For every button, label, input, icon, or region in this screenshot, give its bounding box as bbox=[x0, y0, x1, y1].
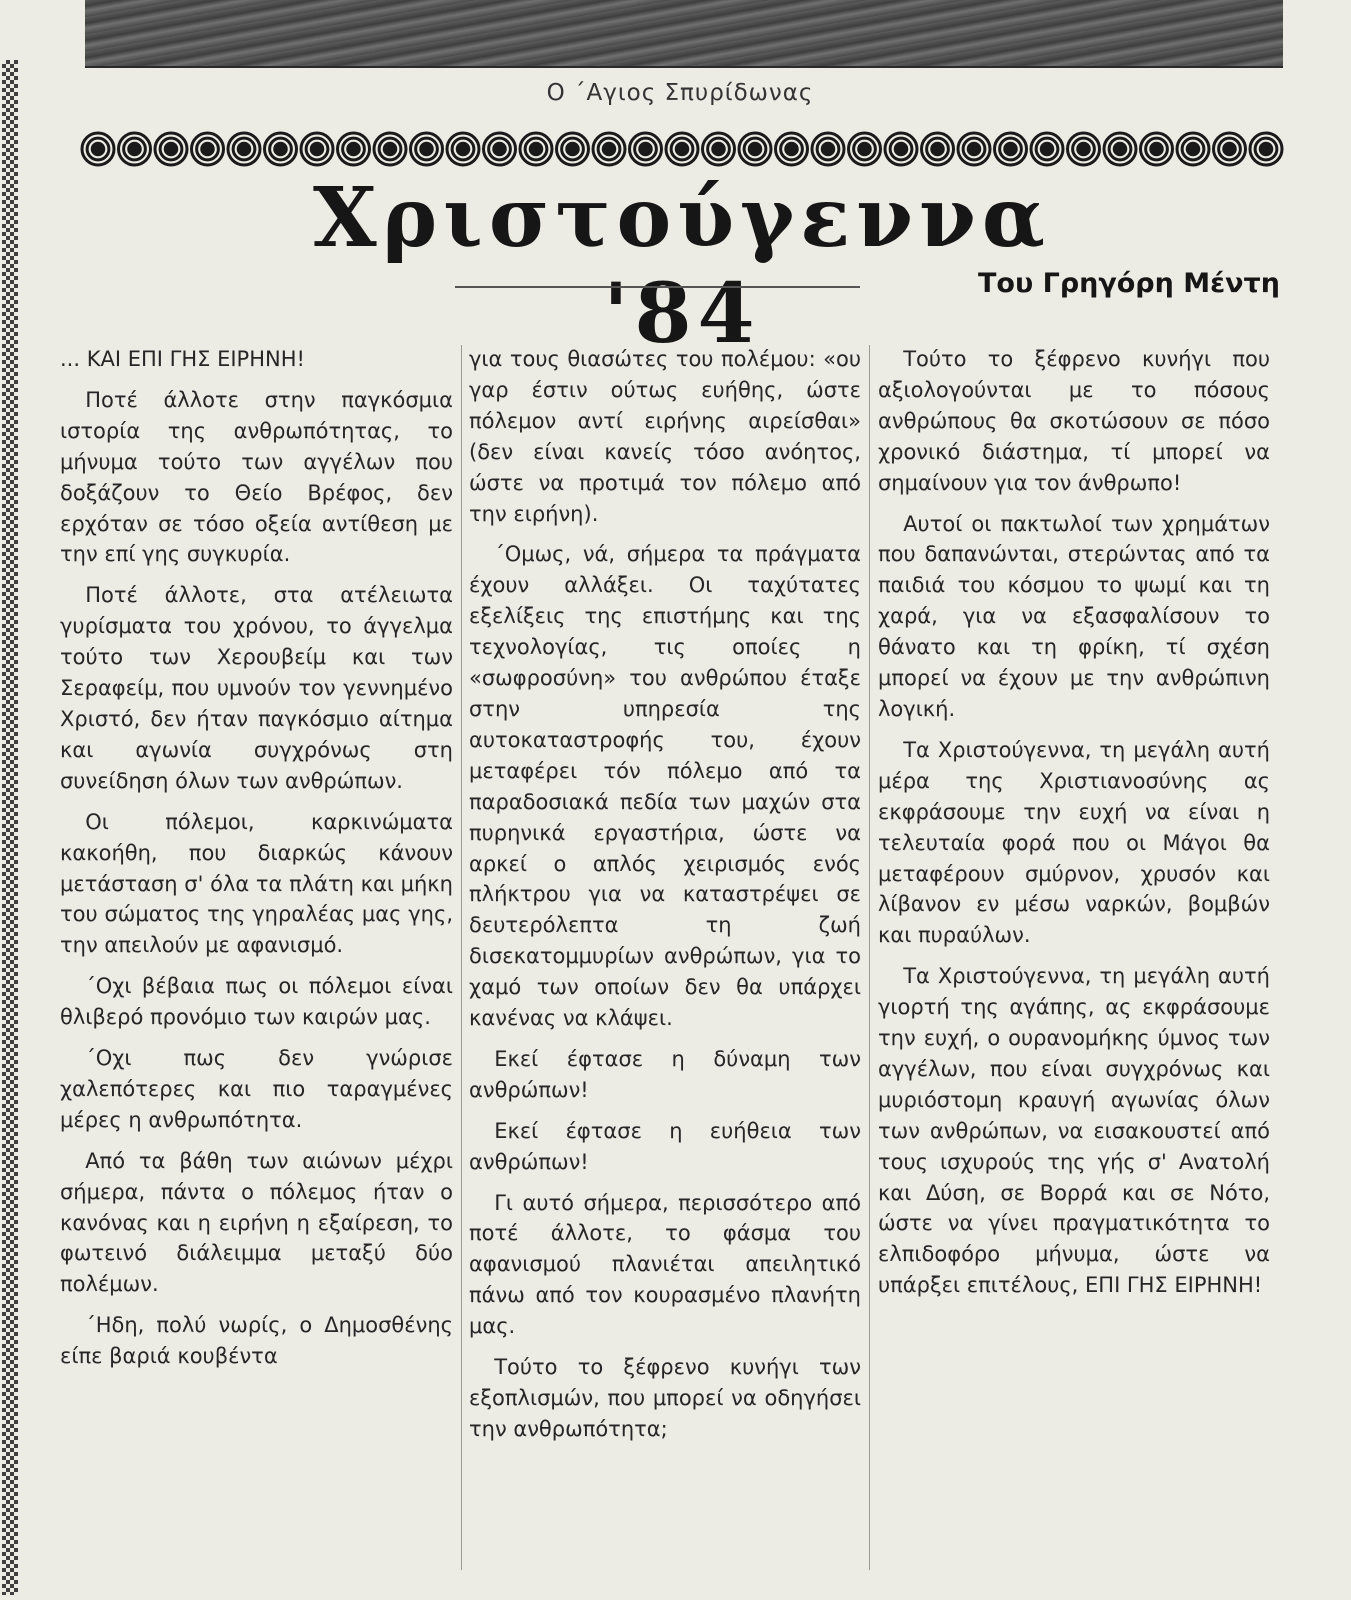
spiral-ornament bbox=[129, 143, 141, 155]
spiral-ornament bbox=[348, 143, 360, 155]
spiral-ornament bbox=[165, 143, 177, 155]
spiral-ornament bbox=[713, 143, 725, 155]
paragraph: ΄Ηδη, πολύ νωρίς, ο Δημοσθένης είπε βαριά κουβέντα bbox=[60, 1313, 453, 1369]
paragraph: Εκεί έφτασε η δύναμη των ανθρώπων! bbox=[469, 1046, 861, 1102]
paragraph: Ποτέ άλλοτε, στα ατέλειωτα γυρίσματα του χρόνου, το άγγελμα τούτο των Χερουβείμ και των Σεραφείμ, που υμνούν τον γεννημένο Χριστό, δεν ήταν παγκόσμιο αίτημα και αγωνία συγχρόνως στη συνείδηση όλων των ανθρώπων. bbox=[60, 583, 453, 793]
spiral-ornament bbox=[1078, 143, 1090, 155]
paragraph: ΄Οχι βέβαια πως οι πόλεμοι είναι θλιβερό προνόμιο των καιρών μας. bbox=[60, 974, 453, 1030]
spiral-ornament bbox=[1260, 143, 1272, 155]
spiral-ornament bbox=[275, 143, 287, 155]
spiral-ornament bbox=[457, 143, 469, 155]
spiral-ornament bbox=[567, 143, 579, 155]
paragraph: Τα Χριστούγεννα, τη μεγάλη αυτή γιορτή της αγάπης, ας εκφράσουμε την ευχή, ο ουρανομήκης ύμνος των αγγέλων, που είναι συγχρόνως και μυριόστομη κραυγή αγωνίας όλων των ανθρώπων, να εισακουστεί από τους ισχυρούς της γής σ' Ανατολή και Δύση, σε Βορρά και σε Νότο, ώστε να γίνει πραγματικότητα το ελπιδοφόρο μήνυμα, ώστε να υπάρξει επιτέλους, ΕΠΙ ΓΗΣ ΕΙΡΗΝΗ! bbox=[878, 964, 1270, 1298]
spiral-ornament bbox=[786, 143, 798, 155]
spiral-ornament-border bbox=[78, 125, 1308, 173]
spiral-ornament bbox=[676, 143, 688, 155]
article-column-3 bbox=[878, 344, 1270, 1311]
paragraph: Γι αυτό σήμερα, περισσότερο από ποτέ άλλοτε, το φάσμα του αφανισμού πλανιέται απειλητικό πάνω από τον κουρασμένο πλανήτη μας. bbox=[469, 1190, 861, 1339]
paragraph: Αυτοί οι πακτωλοί των χρημάτων που δαπανώνται, στερώντας από τα παιδιά του κόσμου το ψωμί και τη χαρά, για να εξασφαλίσουν το θάνατο και τη φρίκη, τί σχέση μπορεί να έχουν με την ανθρώπινη λογική. bbox=[878, 511, 1270, 721]
photo-caption: Ο ΄Αγιος Σπυρίδωνας bbox=[546, 80, 814, 106]
spiral-ornament bbox=[968, 143, 980, 155]
spiral-ornament bbox=[932, 143, 944, 155]
paragraph: Τούτο το ξέφρενο κυνήγι των εξοπλισμών, που μπορεί να οδηγήσει την ανθρωπότητα; bbox=[469, 1355, 861, 1441]
spiral-ornament bbox=[895, 143, 907, 155]
paragraph: Εκεί έφτασε η ευήθεια των ανθρώπων! bbox=[469, 1118, 861, 1174]
spiral-ornament bbox=[530, 143, 542, 155]
spiral-ornament bbox=[384, 143, 396, 155]
paragraph: Τα Χριστούγεννα, τη μεγάλη αυτή μέρα της Χριστιανοσύνης ας εκφράσουμε την ευχή να είναι η τελευταία φορά που οι Μάγοι θα μεταφέρουν σμύρνον, χρυσόν και λίβανον εν μέσω ναρκών, βομβών και πυραύλων. bbox=[878, 737, 1270, 948]
spiral-ornament bbox=[238, 143, 250, 155]
paragraph: για τους θιασώτες του πολέμου: «ου γαρ έστιν ούτως ευήθης, ώστε πόλεμον αντί ειρήνης αιρείσθαι» (δεν είναι κανείς τόσο ανόητος, ώστε να προτιμά τον πόλεμο από την ειρήνη). bbox=[469, 347, 861, 526]
spiral-ornament bbox=[749, 143, 761, 155]
spiral-ornament bbox=[1041, 143, 1053, 155]
paragraph: Από τα βάθη των αιώνων μέχρι σήμερα, πάντα ο πόλεμος ήταν ο κανόνας και η ειρήνη η εξαίρεση, το φωτεινό διάλειμμα μεταξύ δύο πολέμων. bbox=[60, 1148, 453, 1297]
spiral-ornament bbox=[311, 143, 323, 155]
paragraph: Ποτέ άλλοτε στην παγκόσμια ιστορία της ανθρωπότητας, το μήνυμα τούτο των αγγέλων που δοξάζουν το Θείο Βρέφος, δεν ερχόταν σε τόσο οξεία αντίθεση με την επί γης συγκυρία. bbox=[60, 387, 453, 567]
article-title: Χριστούγεννα '84 bbox=[313, 170, 1051, 362]
spiral-ornament bbox=[494, 143, 506, 155]
paragraph: ... ΚΑΙ ΕΠΙ ΓΗΣ ΕΙΡΗΝΗ! bbox=[60, 347, 305, 371]
spiral-ornament bbox=[1114, 143, 1126, 155]
checkered-border bbox=[2, 60, 18, 1595]
spiral-ornament bbox=[1187, 143, 1199, 155]
title-rule bbox=[455, 286, 860, 288]
spiral-ornament bbox=[603, 143, 615, 155]
paragraph: Τούτο το ξέφρενο κυνήγι που αξιολογούνται με το πόσους ανθρώπους θα σκοτώσουν σε πόσο χρονικό διάστημα, τί μπορεί να σημαίνουν για τον άνθρωπο! bbox=[878, 347, 1270, 495]
spiral-ornament bbox=[640, 143, 652, 155]
spiral-ornament bbox=[1151, 143, 1163, 155]
article-column-2 bbox=[469, 344, 861, 1455]
spiral-ornament bbox=[822, 143, 834, 155]
spiral-ornament bbox=[1224, 143, 1236, 155]
column-divider bbox=[461, 345, 462, 1570]
article-column-1 bbox=[60, 344, 453, 1382]
paragraph: Οι πόλεμοι, καρκινώματα κακοήθη, που διαρκώς κάνουν μετάσταση σ' όλα τα πλάτη και μήκη του σώματος της γηραλέας μας γης, την απειλούν με αφανισμό. bbox=[60, 809, 453, 958]
paragraph: ΄Ομως, νά, σήμερα τα πράγματα έχουν αλλάξει. Οι ταχύτατες εξελίξεις της επιστήμης και της τεχνολογίας, τις οποίες η «σωφροσύνη» του ανθρώπου έταξε στην υπηρεσία της αυτοκαταστροφής του, έχουν μεταφέρει τόν πόλεμο από τα παραδοσιακά πεδία των μαχών στα πυρηνικά εργαστήρια, ώστε να αρκεί ο απλός χειρισμός ενός πλήκτρου για να καταστρέψει σε δευτερόλεπτα τη ζωή δισεκατομμυρίων ανθρώπων, για το χαμό των οποίων δεν θα υπάρχει κανένας να κλάψει. bbox=[469, 542, 861, 1031]
spiral-ornament bbox=[92, 143, 104, 155]
column-divider bbox=[869, 345, 870, 1570]
spiral-ornament bbox=[202, 143, 214, 155]
saint-photo-strip bbox=[85, 0, 1283, 68]
spiral-ornament bbox=[1005, 143, 1017, 155]
article-byline: Του Γρηγόρη Μέντη bbox=[978, 268, 1280, 299]
paragraph: ΄Οχι πως δεν γνώρισε χαλεπότερες και πιο ταραγμένες μέρες η ανθρωπότητα. bbox=[60, 1046, 453, 1132]
spiral-ornament bbox=[859, 143, 871, 155]
spiral-ornament bbox=[421, 143, 433, 155]
